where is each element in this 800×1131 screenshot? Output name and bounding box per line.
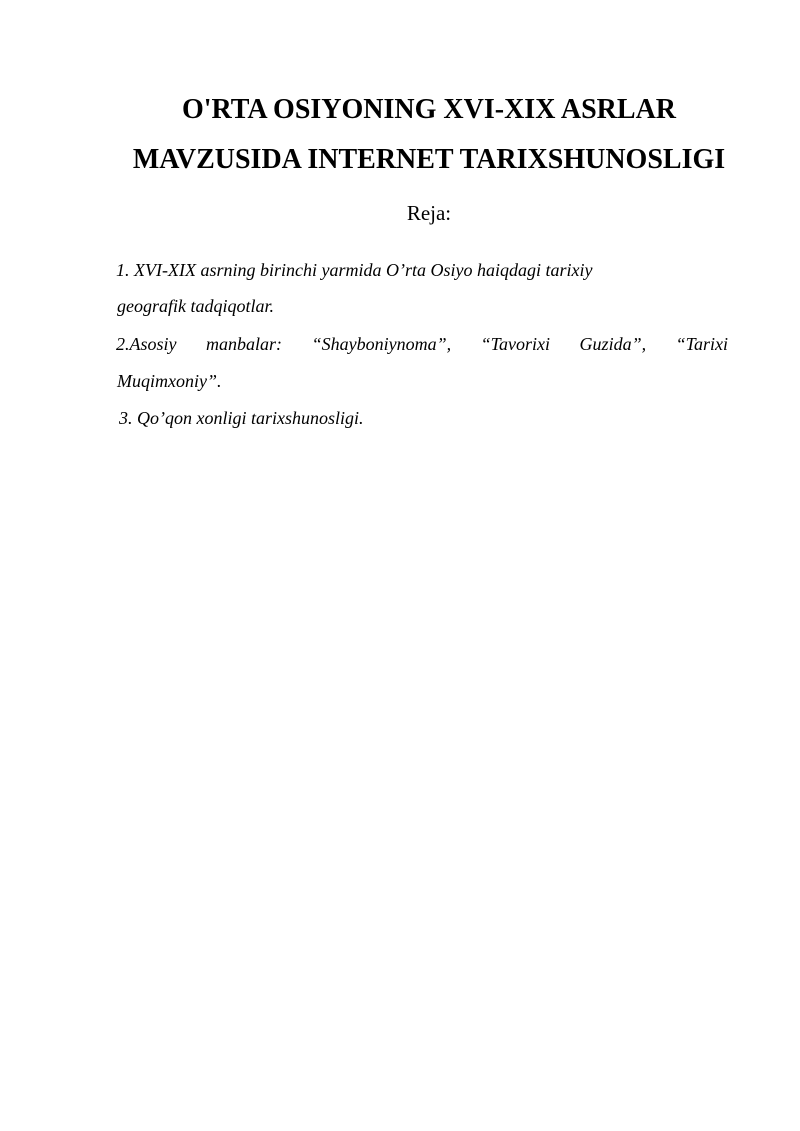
- plan-item-1-line-1: 1. XVI-XIX asrning birinchi yarmida O’rta Osiyo haiqdagi tarixiy: [116, 260, 593, 280]
- plan-item-2-line-2: Muqimxoniy”.: [117, 371, 222, 391]
- plan-item-3: 3. Qo’qon xonligi tarixshunosligi.: [119, 408, 364, 428]
- document-title-line-2: MAVZUSIDA INTERNET TARIXSHUNOSLIGI: [132, 144, 726, 175]
- plan-item-2-line-1: 2.Asosiy manbalar: “Shayboniynoma”, “Tavorixi Guzida”, “Tarixi: [116, 334, 728, 354]
- plan-item-1-line-2: geografik tadqiqotlar.: [117, 296, 274, 316]
- plan-heading: Reja:: [406, 201, 452, 225]
- document-title-line-1: O'RTA OSIYONING XVI-XIX ASRLAR: [181, 94, 677, 125]
